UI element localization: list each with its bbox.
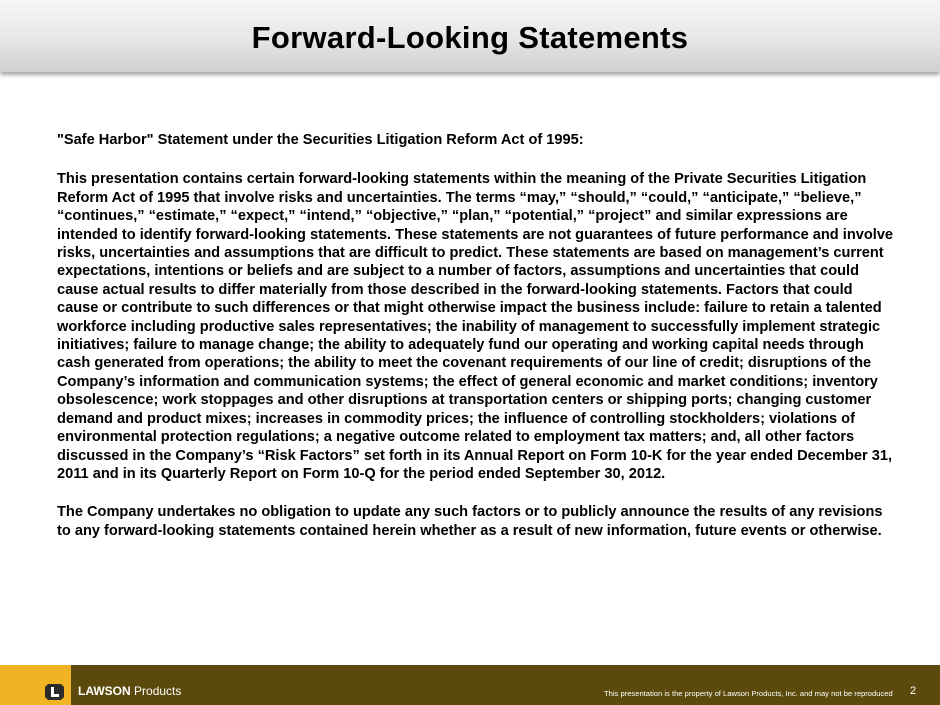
logo-brand-text: LAWSON xyxy=(78,684,131,698)
slide-content xyxy=(57,131,895,540)
slide-title: Forward-Looking Statements xyxy=(251,20,689,55)
footer-bar xyxy=(0,665,940,705)
page-number: 2 xyxy=(910,685,917,697)
logo-suffix-text: Products xyxy=(134,684,182,698)
forward-looking-paragraph: This presentation contains certain forward-looking statements within the meaning of the Private Securities Litigation Reform Act of 1995 that involve risks and uncertainties. The terms “may,” “should,” “could,” “anticipate,” “believe,” “continues,” “estimate,” “expect,” “intend,” “objective,” “plan,” “potential,” “project” and similar expressions are intended to identify forward-looking statements. These statements are not guarantees of future performance and involve risks, uncertainties and assumptions that are difficult to predict. These statements are based on management’s current expectations, intentions or beliefs and are subject to a number of factors, assumptions and uncertainties that could cause actual results to differ materially from those described in the forward-looking statements. Factors that could cause or contribute to such differences or that might otherwise impact the business include: failure to retain a talented workforce including productive sales representatives; the inability of management to successfully implement strategic initiatives; failure to manage change; the ability to adequately fund our operating and working capital needs through cash generated from operations; the ability to meet the covenant requirements of our line of credit; disruptions of the Company’s information and communication systems; the effect of general economic and market conditions; inventory obsolescence; work stoppages and other disruptions at transportation centers or shipping ports; changing customer demand and product mixes; increases in commodity prices; the influence of controlling stockholders; violations of environmental protection regulations; a negative outcome related to employment tax matters; and, all other factors discussed in the Company’s “Risk Factors” set forth in its Annual Report on Form 10-K for the year ended December 31, 2011 and in its Quarterly Report on Form 10-Q for the period ended September 30, 2012. xyxy=(57,171,894,482)
title-bar xyxy=(0,0,940,72)
lawson-logo-icon xyxy=(45,683,65,701)
footer-disclaimer: This presentation is the property of Lawson Products, Inc. and may not be reproduced xyxy=(604,689,893,698)
logo-wordmark xyxy=(78,684,181,698)
safe-harbor-heading: "Safe Harbor" Statement under the Securities Litigation Reform Act of 1995: xyxy=(57,132,584,148)
logo-accent-block xyxy=(0,665,71,705)
no-obligation-paragraph: The Company undertakes no obligation to update any such factors or to publicly announce the results of any revisions to any forward-looking statements contained herein whether as a result of new information, future events or otherwise. xyxy=(57,504,883,539)
